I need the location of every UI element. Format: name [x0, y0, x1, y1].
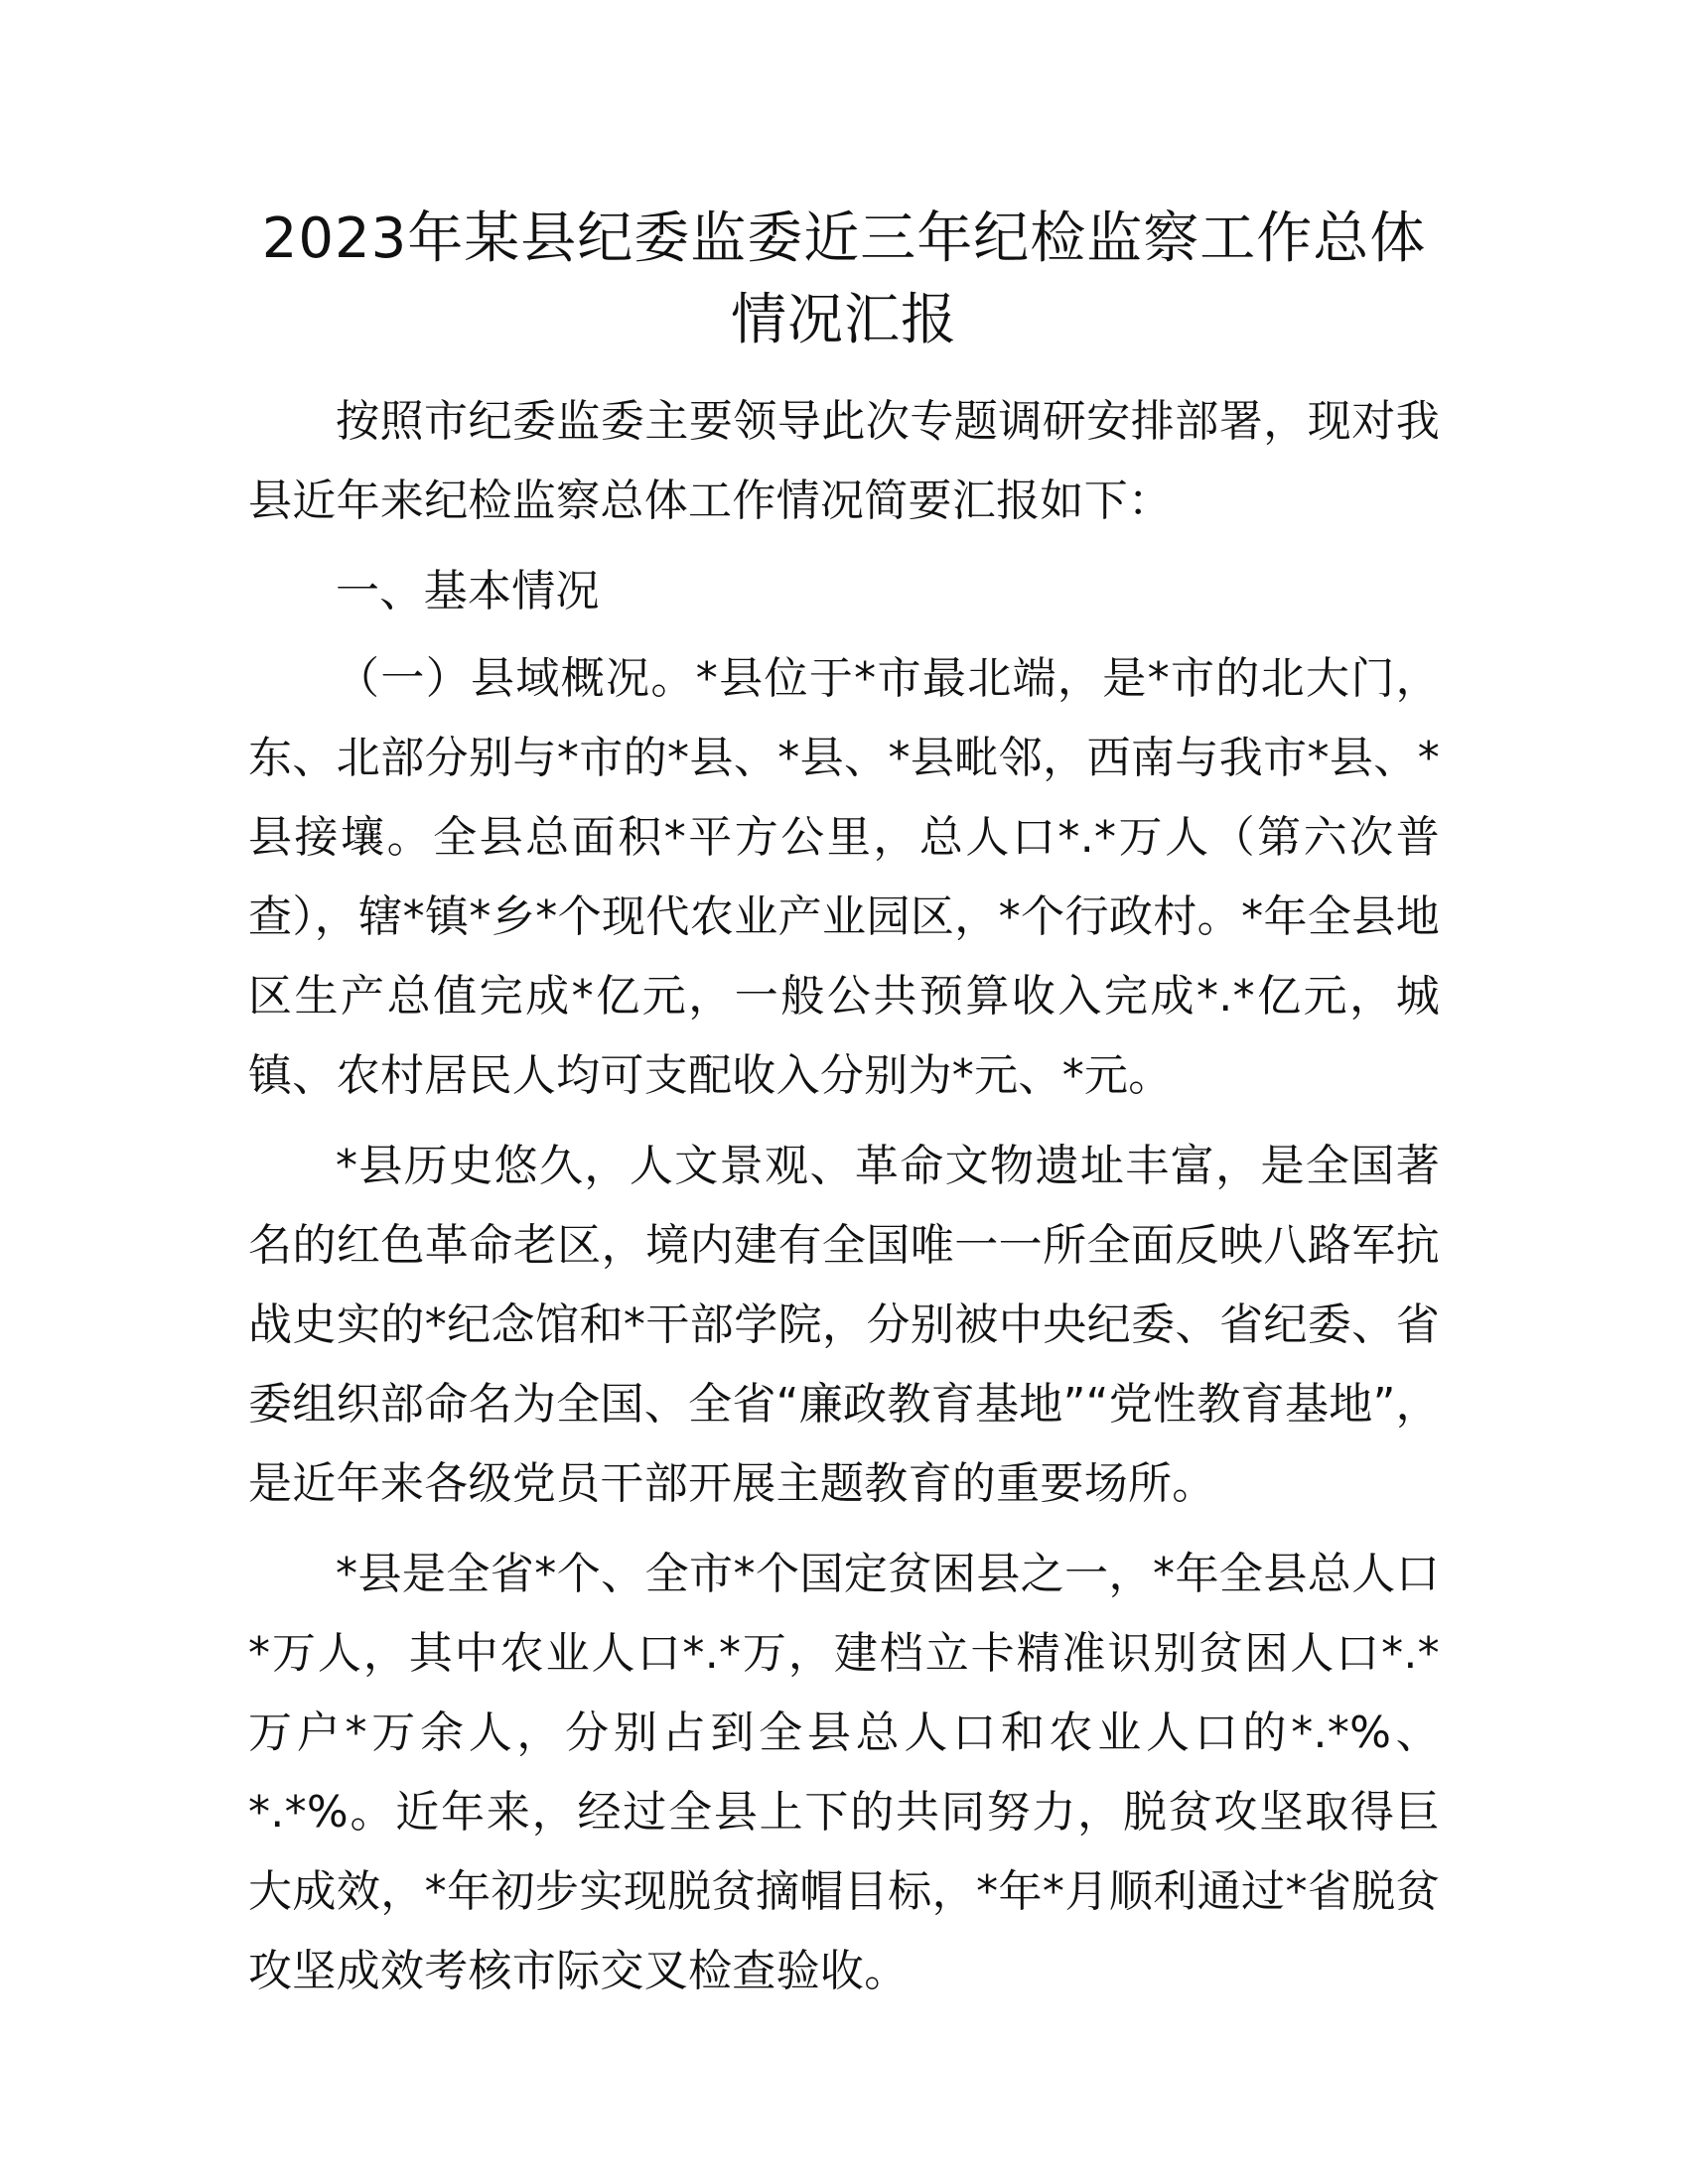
intro-paragraph: 按照市纪委监委主要领导此次专题调研安排部署，现对我县近年来纪检监察总体工作情况简要汇报如下：: [248, 396, 1440, 526]
document-title: 2023年某县纪委监委近三年纪检监察工作总体情况汇报: [261, 206, 1427, 352]
document-body: [248, 382, 1440, 2022]
poverty-paragraph: *县是全省*个、全市*个国定贫困县之一，*年全县总人口*万人，其中农业人口*.*万，建档立卡精准识别贫困人口*.*万户*万余人，分别占到全县总人口和农业人口的*.*%、*.*%。近年来，经过全县上下的共同努力，脱贫攻坚取得巨大成效，*年初步实现脱贫摘帽目标，*年*月顺利通过*省脱贫攻坚成效考核市际交叉检查验收。: [248, 1549, 1440, 1996]
history-paragraph: *县历史悠久，人文景观、革命文物遗址丰富，是全国著名的红色革命老区，境内建有全国唯一一所全面反映八路军抗战史实的*纪念馆和*干部学院，分别被中央纪委、省纪委、省委组织部命名为全国、全省“廉政教育基地”“党性教育基地”，是近年来各级党员干部开展主题教育的重要场所。: [248, 1141, 1440, 1509]
section-heading: 一、基本情况: [336, 566, 600, 616]
county-overview-paragraph: （一）县域概况。*县位于*市最北端，是*市的北大门，东、北部分别与*市的*县、*县、*县毗邻，西南与我市*县、*县接壤。全县总面积*平方公里，总人口*.*万人（第六次普查），辖*镇*乡*个现代农业产业园区，*个行政村。*年全县地区生产总值完成*亿元，一般公共预算收入完成*.*亿元，城镇、农村居民人均可支配收入分别为*元、*元。: [248, 653, 1440, 1101]
